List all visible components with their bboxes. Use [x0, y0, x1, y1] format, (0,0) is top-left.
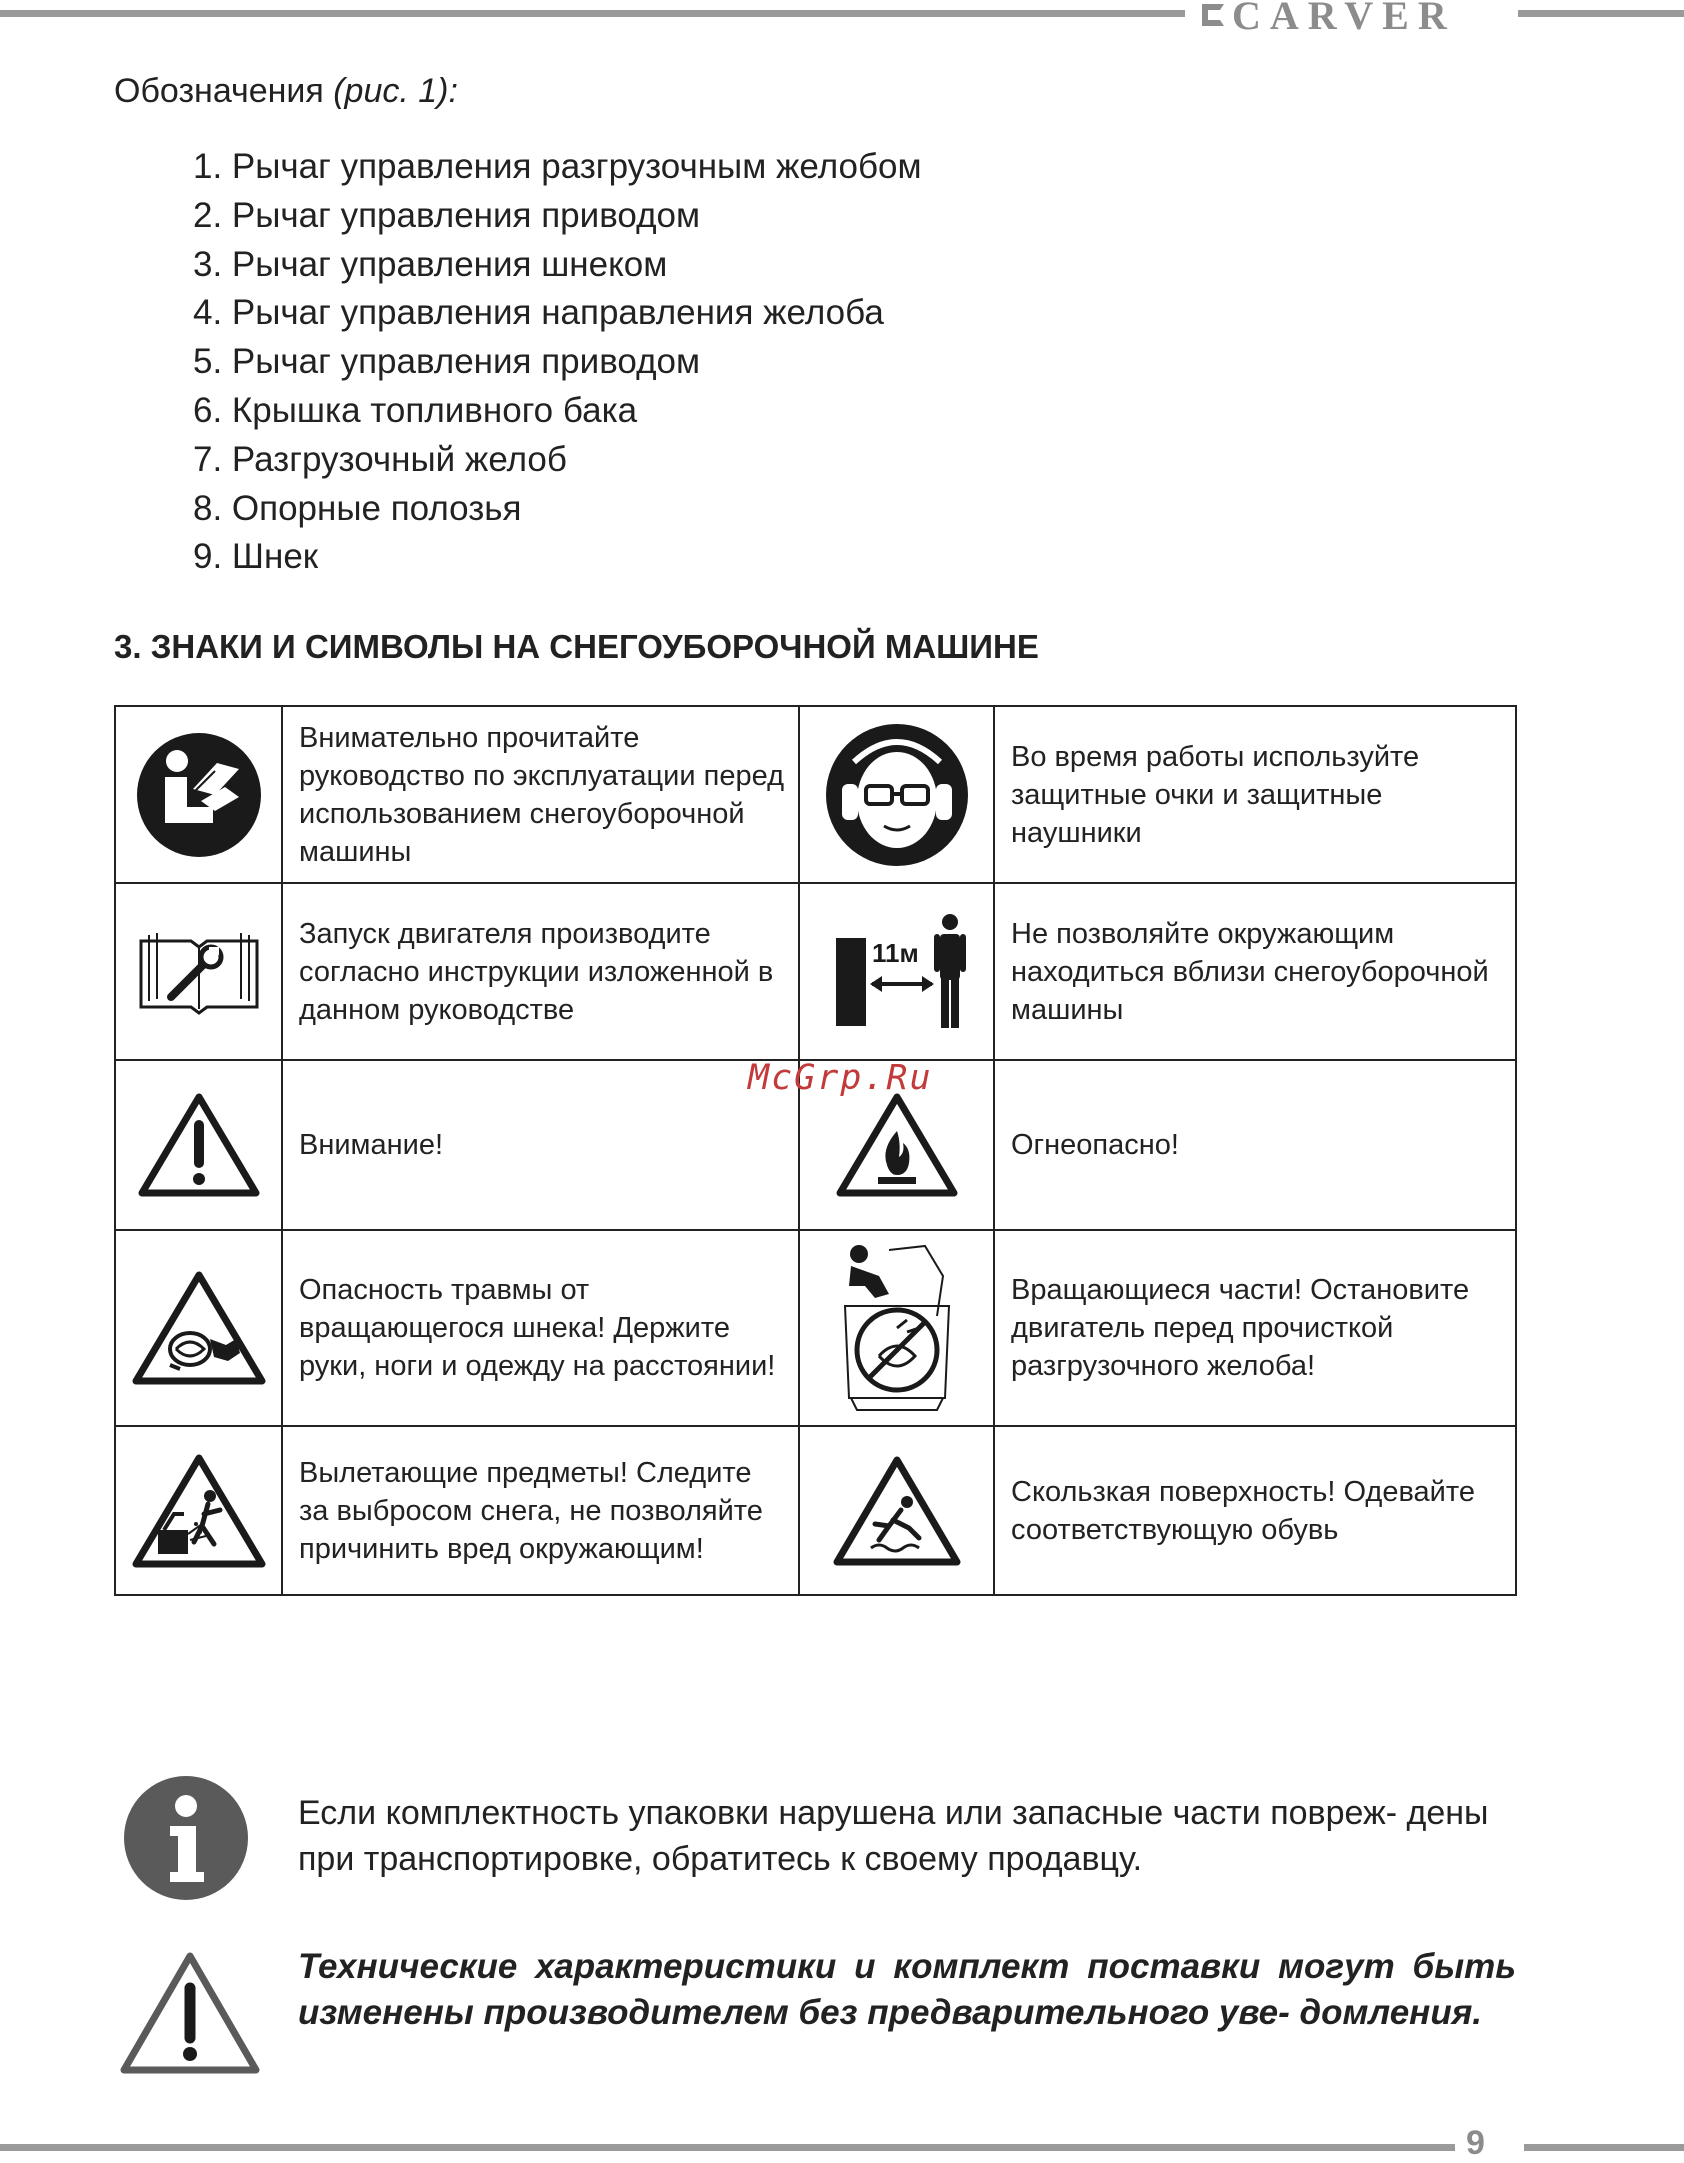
sign-description: Огнеопасно!: [994, 1060, 1516, 1230]
table-row: [115, 1426, 1516, 1595]
footer-rule-right: [1524, 2144, 1684, 2151]
sign-icon-cell: [115, 1060, 282, 1230]
sign-description: Запуск двигателя производите согласно инструкции изложенной в данном руководстве: [282, 883, 799, 1060]
sign-description: Внимание!: [282, 1060, 799, 1230]
page-number: 9: [1466, 2124, 1485, 2162]
keep-distance-icon: [822, 912, 972, 1032]
legend-item: 8. Опорные полозья: [193, 488, 522, 528]
brand-name: CARVER: [1232, 0, 1456, 38]
carver-logo: [1198, 0, 1514, 38]
legend-title-text: Обозначения: [114, 72, 324, 110]
fire-hazard-icon: [834, 1091, 960, 1199]
table-row: [115, 706, 1516, 883]
sign-description: Внимательно прочитайте руководство по эксплуатации перед использованием снегоуборочной машины: [282, 706, 799, 883]
header-rule-right: [1518, 10, 1684, 17]
carver-logo-mark-icon: [1198, 2, 1228, 28]
sign-icon-cell: [115, 883, 282, 1060]
footer-rule-left: [0, 2144, 1455, 2151]
rotating-parts-icon: [837, 1240, 957, 1416]
sign-description: Вращающиеся части! Остановите двигатель перед прочисткой разгрузочного желоба!: [994, 1230, 1516, 1426]
info-icon: [124, 1776, 248, 1900]
read-manual-icon: [135, 731, 263, 859]
sign-description: Во время работы используйте защитные очки и защитные наушники: [994, 706, 1516, 883]
sign-icon-cell: [115, 1230, 282, 1426]
legend-item: 6. Крышка топливного бака: [193, 390, 638, 430]
header-rule-left: [0, 10, 1185, 17]
warning-triangle-icon: [136, 1091, 262, 1199]
sign-icon-cell: [115, 1426, 282, 1595]
legend-item: 5. Рычаг управления приводом: [193, 342, 701, 382]
legend-figure-ref: (рис. 1):: [333, 72, 458, 110]
distance-label: 11м: [871, 937, 919, 968]
sign-icon-cell: [799, 1230, 994, 1426]
sign-description: Скользкая поверхность! Одевайте соответствующую обувь: [994, 1426, 1516, 1595]
section-title: 3. ЗНАКИ И СИМВОЛЫ НА СНЕГОУБОРОЧНОЙ МАШИНЕ: [114, 628, 1039, 665]
watermark: McGrp.Ru: [748, 1058, 933, 1098]
sign-description: Опасность травмы от вращающегося шнека! Держите руки, ноги и одежду на расстоянии!: [282, 1230, 799, 1426]
table-row: [115, 883, 1516, 1060]
legend-item: 2. Рычаг управления приводом: [193, 195, 701, 235]
table-row: [115, 1230, 1516, 1426]
manual-wrench-icon: [135, 927, 263, 1017]
signs-table: [114, 705, 1517, 1596]
flying-objects-icon: [130, 1452, 268, 1570]
legend-item: 9. Шнек: [193, 537, 319, 577]
sign-icon-cell: [799, 706, 994, 883]
auger-hazard-icon: [130, 1269, 268, 1387]
legend-title: [114, 72, 458, 111]
sign-icon-cell: [799, 1426, 994, 1595]
slippery-surface-icon: [831, 1454, 963, 1568]
warning-icon: [118, 1950, 262, 2076]
legend-list: [193, 143, 922, 582]
info-note: Если комплектность упаковки нарушена или запасные части повреж- дены при транспортировке, обратитесь к своему продавцу.: [298, 1794, 1489, 1878]
sign-description: Не позволяйте окружающим находиться вблизи снегоуборочной машины: [994, 883, 1516, 1060]
legend-item: 3. Рычаг управления шнеком: [193, 244, 668, 284]
sign-description: Вылетающие предметы! Следите за выбросом снега, не позволяйте причинить вред окружающим!: [282, 1426, 799, 1595]
legend-item: 4. Рычаг управления направления желоба: [193, 293, 884, 333]
warning-note: Технические характеристики и комплект поставки могут быть изменены производителем без предварительного уве- домления.: [298, 1947, 1516, 2032]
sign-icon-cell: [799, 883, 994, 1060]
legend-item: 7. Разгрузочный желоб: [193, 439, 567, 479]
legend-item: 1. Рычаг управления разгрузочным желобом: [193, 147, 922, 186]
sign-icon-cell: [115, 706, 282, 883]
goggles-earmuffs-icon: [824, 722, 970, 868]
